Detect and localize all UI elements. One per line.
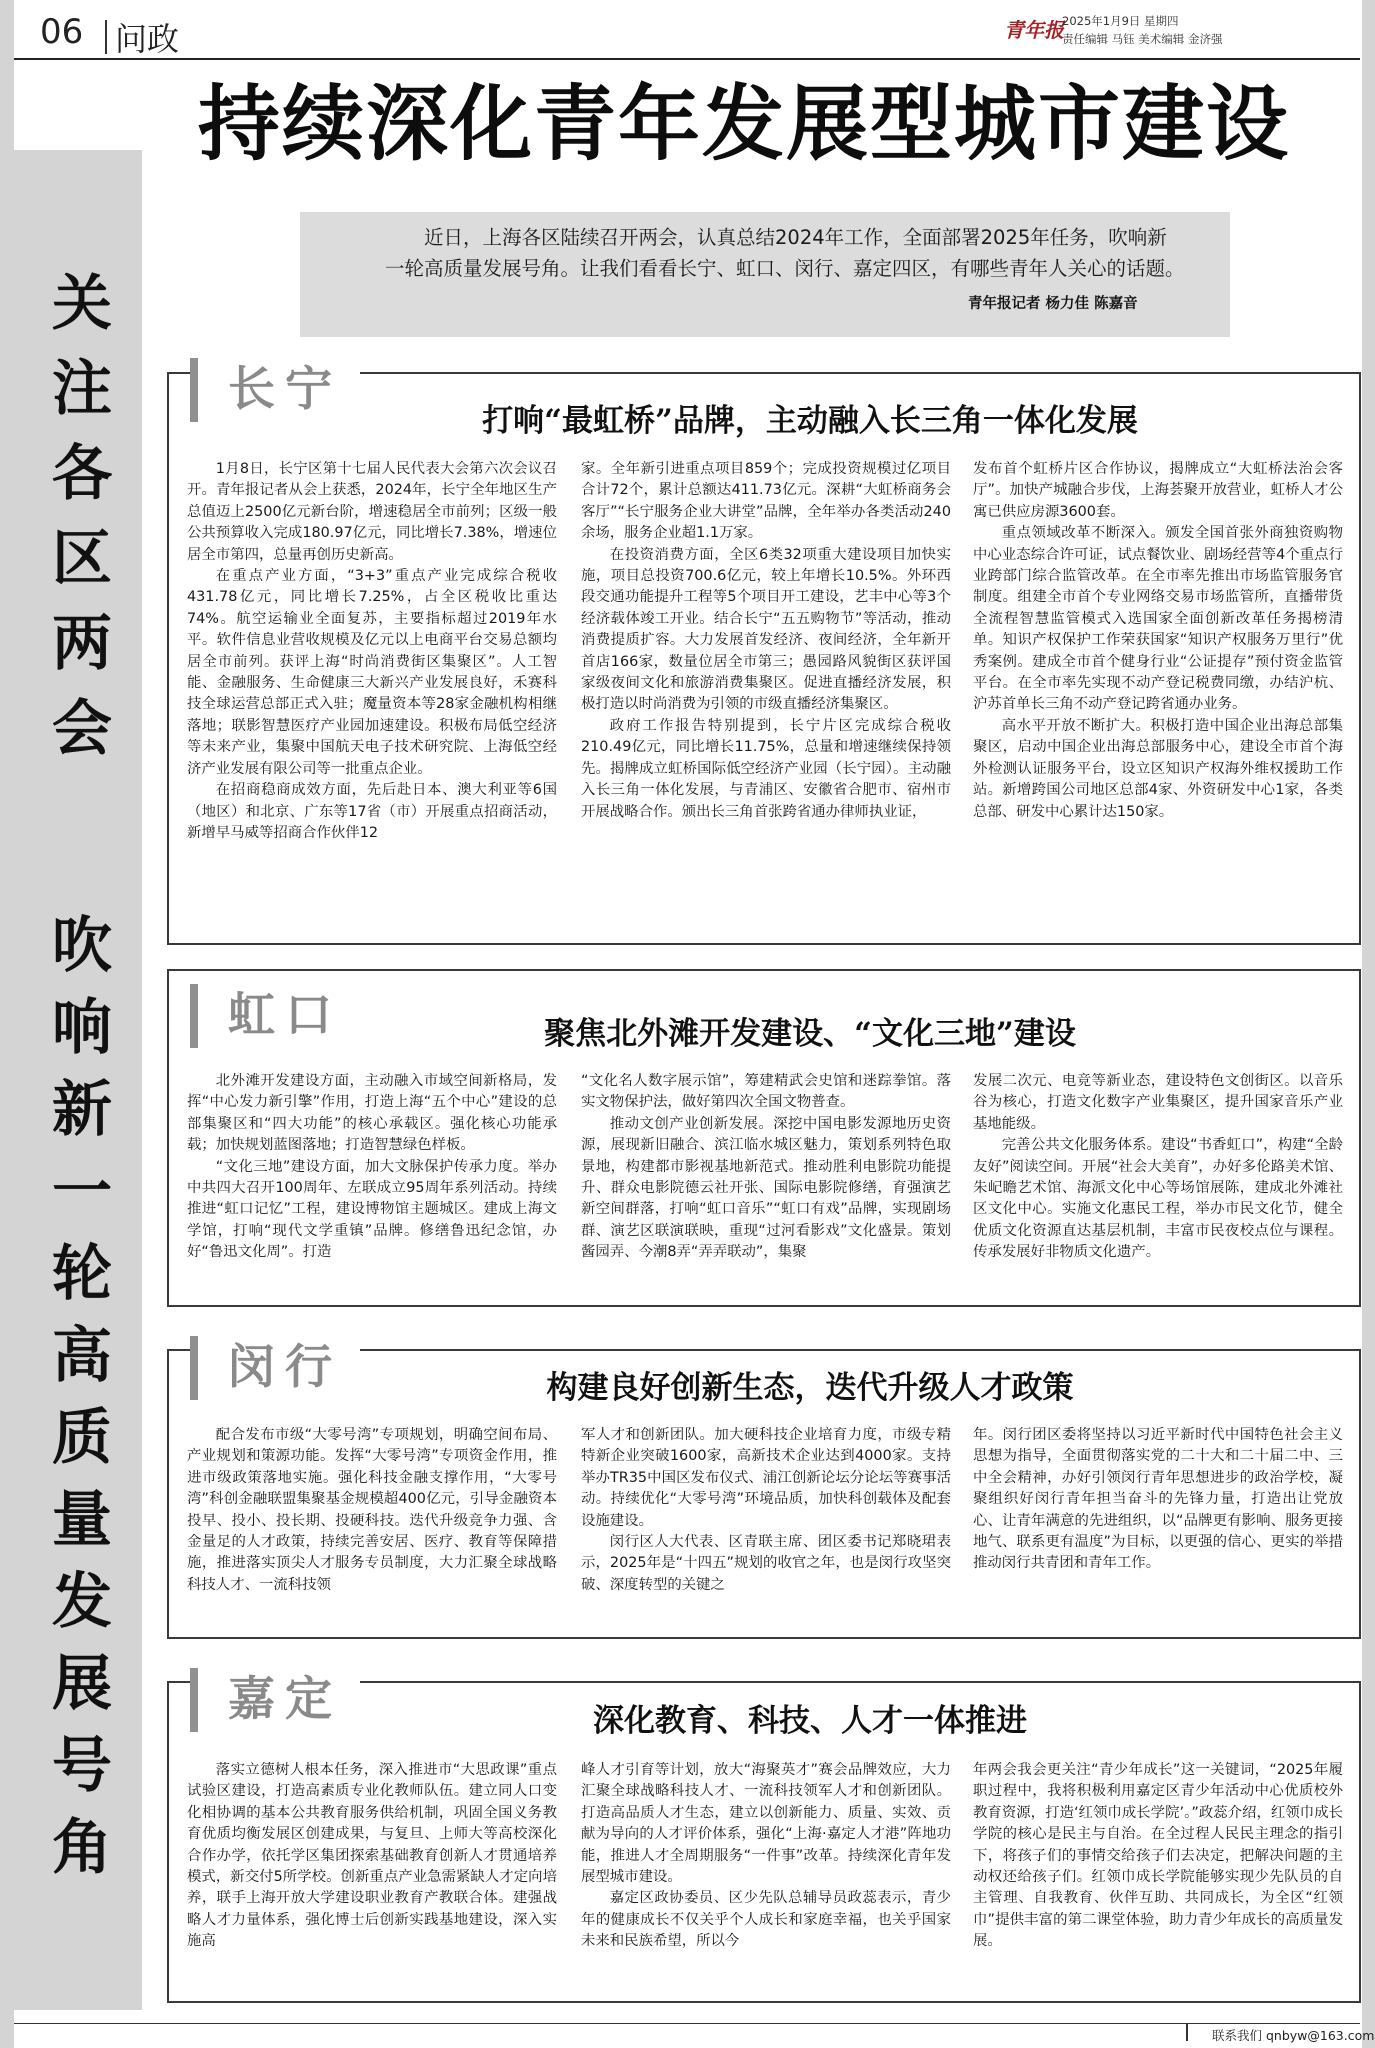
article-column [973,1760,1343,1996]
header-rule [14,58,1360,60]
page-frame-left [0,0,14,2048]
footer-divider [1186,2023,1188,2041]
paragraph: 在招商稳商成效方面，先后赴日本、澳大利亚等6国（地区）和北京、广东等17省（市）开展重点招商活动，新增早马威等招商合作伙伴12 [187,782,557,841]
section-title: 构建良好创新生态，迭代升级人才政策 [546,1370,1074,1406]
paragraph: 落实立德树人根本任务，深入推进市“大思政课”重点试验区建设，打造高素质专业化教师队伍。建立同人口变化相协调的基本公共教育服务供给机制，巩固全国义务教育优质均衡发展区创建成果，与复旦、上师大等高校深化合作办学，依托学区集团探索基础教育创新人才贯通培养模式，新交付5所学校。创新重点产业急需紧缺人才定向培养，联手上海开放大学建设职业教育产教联合体。建强战略人才力量体系，强化博士后创新实践基地建设，深入实施高 [187,1762,557,1950]
vchar: 响 [52,993,112,1063]
article-column [973,1071,1343,1299]
page-number: 06 [40,12,84,52]
paragraph: 发布首个虹桥片区合作协议，揭牌成立“大虹桥法治会客厅”。加快产城融合步伐，上海荟聚开放营业，虹桥人才公寓已供应房源3600套。 [973,461,1343,520]
paragraph: 发展二次元、电竞等新业态，建设特色文创街区。以音乐谷为核心，打造文化数字产业集聚区，提升国家音乐产业基地能级。 [973,1073,1343,1132]
article-column [581,1071,951,1299]
vchar: 吹 [52,911,112,981]
vchar: 两 [52,609,112,679]
paragraph: 峰人才引育等计划，放大“海聚英才”赛会品牌效应，大力汇聚全球战略科技人才、一流科技领军人才和创新团队。打造高品质人才生态，建立以创新能力、质量、实效、贡献为导向的人才评价体系，强化“上海·嘉定人才港”阵地功能，推进人才全周期服务“一件事”改革。持续深化青年发展型城市建设。 [581,1762,951,1886]
paragraph: 北外滩开发建设方面，主动融入市域空间新格局，发挥“中心发力新引擎”作用，打造上海“五个中心”建设的总部集聚区和“四大功能”的核心承载区。强化核心功能承载；加快规划蓝图落地；打造智慧绿色样板。 [187,1073,557,1154]
section-title: 打响“最虹桥”品牌，主动融入长三角一体化发展 [482,403,1138,439]
article-column [187,1071,557,1299]
header-divider [105,20,107,54]
vertical-title-2 [42,905,122,1889]
section-title: 聚焦北外滩开发建设、“文化三地”建设 [544,1016,1076,1052]
paragraph: 在投资消费方面，全区6类32项重大建设项目加快实施，项目总投资700.6亿元，较上年增长10.5%。外环西段交通功能提升工程等5个项目开工建设，艺丰中心等3个经济载体竣工开业。结合长宁“五五购物节”等活动，推动消费提质扩容。大力发展首发经济、夜间经济，全年新开首店166家，数量位居全市第三；愚园路风貌街区获评国家级夜间文化和旅游消费集聚区。促进直播经济发展，积极打造以时尚消费为引领的市级直播经济集聚区。 [581,546,951,713]
issue-date: 2025年1月9日 星期四 [1062,14,1179,28]
article-column [187,1760,557,1996]
intro-byline: 青年报记者 杨力佳 陈嘉音 [968,296,1138,312]
tag-bar [190,984,198,1048]
intro-text: 近日，上海各区陆续召开两会，认真总结2024年工作，全面部署2025年任务，吹响新一轮高质量发展号角。让我们看看长宁、虹口、闵行、嘉定四区，有哪些青年人关心的话题。 [385,226,1185,280]
vchar: 一 [52,1157,112,1227]
tag-bar [190,1668,198,1732]
vchar: 号 [52,1731,112,1801]
paragraph: 嘉定区政协委员、区少先队总辅导员政蕊表示，青少年的健康成长不仅关乎个人成长和家庭幸福，也关乎国家未来和民族希望，所以今 [581,1890,951,1950]
paragraph: 高水平开放不断扩大。积极打造中国企业出海总部集聚区，启动中国企业出海总部服务中心，建设全市首个海外检测认证服务平台，设立区知识产权海外维权援助工作站。新增跨国公司地区总部4家、外资研发中心1家，各类总部、研发中心累计达150家。 [973,717,1343,820]
vchar: 高 [52,1321,112,1391]
article-column [581,459,951,937]
paragraph: 政府工作报告特别提到，长宁片区完成综合税收210.49亿元，同比增长11.75%，总量和增速继续保持领先。揭牌成立虹桥国际低空经济产业园（长宁园）。主动融入长三角一体化发展，与青浦区、安徽省合肥市、宿州市开展战略合作。颁出长三角首张跨省通办律师执业证， [581,717,951,820]
paragraph: 年两会我会更关注“青少年成长”这一关键词，“2025年履职过程中，我将积极利用嘉定区青少年活动中心优质校外教育资源，打造‘红领巾成长学院’。”政蕊介绍，红领巾成长学院的核心是民主与自治。在全过程人民民主理念的指引下，将孩子们的事情交给孩子们去决定，把解决问题的主动权还给孩子们。红领巾成长学院能够实现少先队员的自主管理、自我教育、伙伴互助、共同成长，为全区“红领巾”提供丰富的第二课堂体验，助力青少年成长的高质量发展。 [973,1762,1343,1950]
vertical-title-1 [42,262,122,772]
article-column [973,459,1343,937]
vchar: 展 [52,1649,112,1719]
paragraph: 年。闵行团区委将坚持以习近平新时代中国特色社会主义思想为指导，全面贯彻落实党的二十大和二十届二中、三中全会精神，办好引领闵行青年思想进步的政治学校，凝聚组织好闵行青年担当奋斗的先锋力量，打造出让党放心、让青年满意的先进组织，以“品牌更有影响、服务更接地气、联系更有温度”为目标，以更强的信心、更实的举措推动闵行共青团和青年工作。 [973,1427,1343,1572]
vchar: 会 [52,694,112,764]
district-label: 长宁 [228,362,342,417]
paragraph: 在重点产业方面，“3+3”重点产业完成综合税收431.78亿元，同比增长7.25%，占全区税收比重达74%。航空运输业全面复苏，主要指标超过2019年水平。软件信息业营收规模及亿元以上电商平台交易总额均居全市前列。获评上海“时尚消费街区集聚区”。人工智能、金融服务、生命健康三大新兴产业发展良好，禾赛科技全球运营总部正式入驻；魔量资本等28家金融机构相继落地；联影智慧医疗产业园加速建设。积极布局低空经济等未来产业，集聚中国航天电子技术研究院、上海低空经济产业发展有限公司等一批重点企业。 [187,568,557,777]
vchar: 质 [52,1403,112,1473]
vchar: 量 [52,1485,112,1555]
paragraph: “文化名人数字展示馆”，筹建精武会史馆和迷踪拳馆。落实文物保护法，做好第四次全国文物普查。 [581,1073,951,1111]
footer-contact: 联系我们 qnbyw@163.com [1212,2028,1375,2043]
section-title: 深化教育、科技、人才一体推进 [593,1703,1027,1739]
newspaper-logo: 青年报 [1004,18,1064,42]
tag-bar [190,1336,198,1400]
vchar: 角 [52,1813,112,1883]
vchar: 发 [52,1567,112,1637]
paragraph: 1月8日，长宁区第十七届人民代表大会第六次会议召开。青年报记者从会上获悉，2024年，长宁全年地区生产总值迈上2500亿元新台阶，增速稳居全市前列；区级一般公共预算收入完成180.97亿元，同比增长7.38%，增速位居全市第四，总量再创历史新高。 [187,461,557,563]
header-info [1062,12,1222,48]
article-column [581,1760,951,1996]
tag-bar [190,358,198,422]
paragraph: 配合发布市级“大零号湾”专项规划，明确空间布局、产业规划和策源功能。发挥“大零号湾”专项资金作用，推进市级政策落地实施。强化科技金融支撑作用，“大零号湾”科创金融联盟集聚基金规模超400亿元，引导金融资本投早、投小、投长期、投硬科技。迭代升级竞争力强、含金量足的人才政策，持续完善安居、医疗、教育等保障措施，推进落实顶尖人才服务专员制度，大力汇聚全球战略科技人才、一流科技领 [187,1427,557,1593]
vchar: 区 [52,524,112,594]
editors-line: 责任编辑 马钰 美术编辑 金济强 [1062,32,1223,46]
article-column [187,459,557,937]
district-label: 闵行 [228,1340,342,1395]
paragraph: 推动文创产业创新发展。深挖中国电影发源地历史资源，展现新旧融合、滨江临水城区魅力，策划系列特色取景地，构建都市影视基地新范式。推动胜利电影院功能提升、群众电影院德云社开张、国际电影院修缮，育强演艺新空间群落，打响“虹口音乐”“虹口有戏”品牌，实现剧场群、演艺区联演联映，重现“过河看影戏”文化盛景。策划酱园弄、今潮8弄“弄弄联动”，集聚 [581,1115,951,1261]
page-frame-right [1362,0,1375,2048]
section-name: 问政 [115,20,180,58]
article-column [581,1425,951,1631]
footer-rule [14,2023,1360,2024]
vchar: 各 [52,439,112,509]
district-label: 虹口 [228,988,342,1043]
paragraph: 完善公共文化服务体系。建设“书香虹口”，构建“全龄友好”阅读空间。开展“社会大美育”，办好多伦路美术馆、朱屺瞻艺术馆、海派文化中心等场馆展陈，建成北外滩社区文化中心。实施文化惠民工程，举办市民文化节，健全优质文化资源直达基层机制，丰富市民夜校点位与课程。传承发展好非物质文化遗产。 [973,1137,1343,1261]
vchar: 轮 [52,1239,112,1309]
article-column [187,1425,557,1631]
district-label: 嘉定 [228,1672,342,1727]
paragraph: 闵行区人大代表、区青联主席、团区委书记郑晓珺表示，2025年是“十四五”规划的收官之年，也是闵行攻坚突破、深度转型的关键之 [581,1534,951,1593]
vchar: 新 [52,1075,112,1145]
paragraph: 家。全年新引进重点项目859个；完成投资规模过亿项目合计72个，累计总额达411.73亿元。深耕“大虹桥商务会客厅”“长宁服务企业大讲堂”品牌，全年举办各类活动240余场，服务企业超1.1万家。 [581,461,951,542]
paragraph: 军人才和创新团队。加大硬科技企业培育力度，市级专精特新企业突破1600家，高新技术企业达到4000家。支持举办TR35中国区发布仪式、浦江创新论坛分论坛等赛事活动。持续优化“大零号湾”环境品质，加快科创载体及配套设施建设。 [581,1427,951,1529]
main-headline: 持续深化青年发展型城市建设 [197,77,1290,172]
vchar: 注 [52,354,112,424]
paragraph: “文化三地”建设方面，加大文脉保护传承力度。举办中共四大召开100周年、左联成立95周年系列活动。持续推进“虹口记忆”工程，建设博物馆主题城区。建成上海文学馆，打响“现代文学重镇”品牌。修缮鲁迅纪念馆，办好“鲁迅文化周”。打造 [187,1158,557,1261]
paragraph: 重点领域改革不断深入。颁发全国首张外商独资购物中心业态综合许可证，试点餐饮业、剧场经营等4个重点行业跨部门综合监管改革。在全市率先推出市场监管服务官制度。组建全市首个专业网络交易市场监管所，直播带货全流程智慧监管模式入选国家全面创新改革任务揭榜清单。知识产权保护工作荣获国家“知识产权服务万里行”优秀案例。建成全市首个健身行业“公证提存”预付资金监管平台。在全市率先实现不动产登记税费同缴，办结沪杭、沪苏首单长三角不动产登记跨省通办业务。 [973,525,1343,713]
article-column [973,1425,1343,1631]
vchar: 关 [52,269,112,339]
